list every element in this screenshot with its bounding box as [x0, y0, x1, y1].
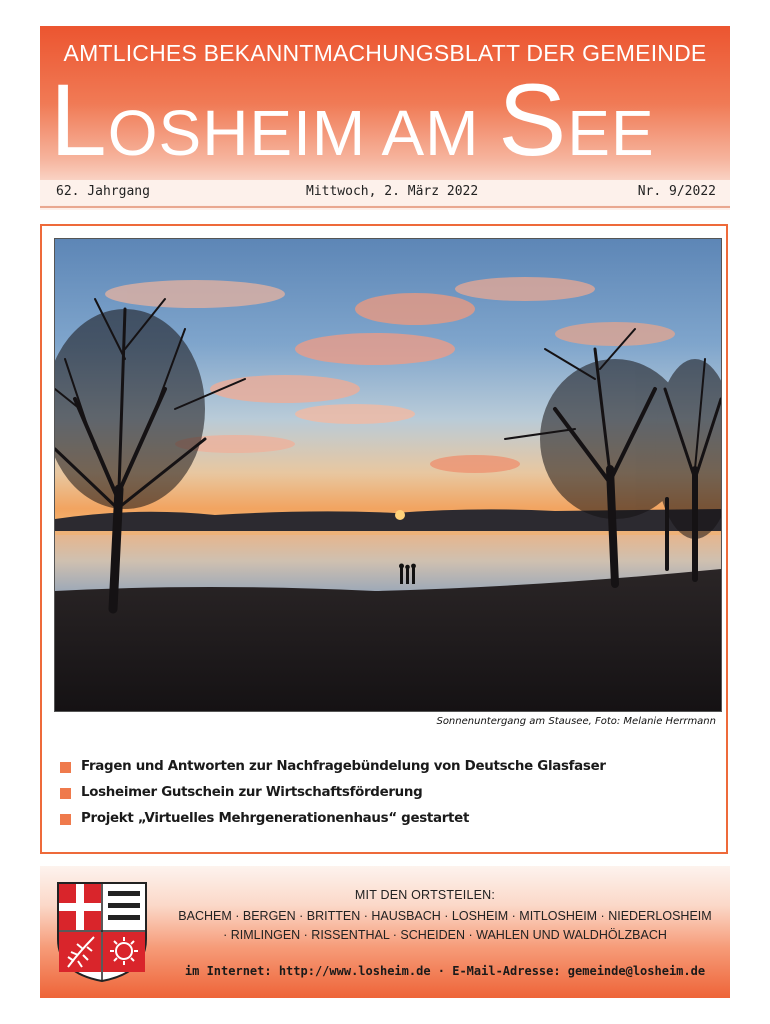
bullet-square-icon — [60, 762, 71, 773]
cover-photo — [54, 238, 722, 712]
headline-item[interactable] — [60, 785, 710, 811]
districts-heading: MIT DEN ORTSTEILEN: — [354, 888, 496, 902]
issue-info-strip — [40, 180, 730, 205]
volume-label: 62. Jahrgang — [56, 184, 150, 199]
headline-text: Projekt „Virtuelles Mehrgenerationenhaus“ gestartet — [81, 811, 470, 826]
contact-line[interactable]: im Internet: http://www.losheim.de · E-Mail-Adresse: gemeinde@losheim.de — [184, 964, 706, 978]
cover-feature-box — [40, 224, 728, 854]
masthead-title: LOSHEIM AM SEE — [50, 63, 655, 177]
masthead-divider — [40, 206, 730, 208]
headline-text: Losheimer Gutschein zur Wirtschaftsförderung — [81, 785, 423, 800]
masthead — [40, 26, 730, 210]
headline-item[interactable] — [60, 759, 710, 785]
issue-number: Nr. 9/2022 — [637, 184, 716, 199]
photo-caption: Sonnenuntergang am Stausee, Foto: Melanie Herrmann — [436, 716, 716, 727]
masthead-subtitle: AMTLICHES BEKANNTMACHUNGSBLATT DER GEMEINDE — [63, 40, 707, 66]
bullet-square-icon — [60, 814, 71, 825]
issue-date: Mittwoch, 2. März 2022 — [306, 184, 479, 199]
headline-text: Fragen und Antworten zur Nachfragebündelung von Deutsche Glasfaser — [81, 759, 606, 774]
districts-line-2: · RIMLINGEN · RISSENTHAL · SCHEIDEN · WAHLEN UND WALDHÖLZBACH — [223, 928, 667, 942]
headline-list — [60, 759, 710, 837]
headline-item[interactable] — [60, 811, 710, 837]
footer — [40, 866, 730, 998]
districts-line-1: BACHEM · BERGEN · BRITTEN · HAUSBACH · LOSHEIM · MITLOSHEIM · NIEDERLOSHEIM — [178, 909, 712, 923]
sunset-lake-illustration — [55, 239, 721, 711]
bullet-square-icon — [60, 788, 71, 799]
